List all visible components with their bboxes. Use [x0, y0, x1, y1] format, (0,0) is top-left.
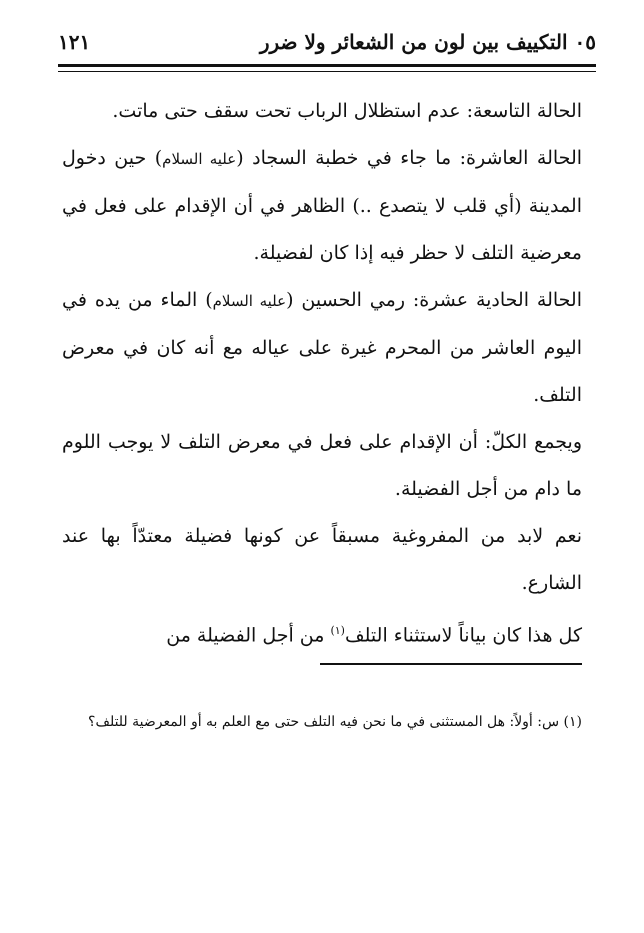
header-rule-thin — [58, 71, 596, 72]
header-rule-thick — [58, 64, 596, 67]
paragraph-exception — [62, 607, 582, 659]
paragraph-text-start: الحالة العاشرة: ما جاء في خطبة السجاد ( — [236, 147, 583, 169]
paragraph-text: نعم لابد من المفروغية مسبقاً عن كونها فضيلة معتدّاً بها عند الشارع. — [62, 525, 582, 594]
page-number: ١٢١ — [58, 30, 91, 54]
paragraph-text-end: ) الماء من يده في اليوم العاشر من المحرم غيرة على عياله مع أنه كان في معرض التلف. — [62, 289, 582, 406]
paragraph-case-9 — [62, 88, 582, 135]
paragraph-text-end: من أجل الفضيلة من — [166, 624, 331, 647]
paragraph-text: الحالة التاسعة: عدم استظلال الرباب تحت سقف حتى ماتت. — [112, 100, 582, 122]
running-title: ٠٥ التكييف بين لون من الشعائر ولا ضرر — [259, 30, 596, 54]
paragraph-text-start: كل هذا كان بياناً لاستثناء التلف — [344, 624, 582, 647]
footnote-reference[interactable]: (١) — [330, 624, 345, 637]
paragraph-summary — [62, 419, 582, 513]
paragraph-case-10 — [62, 135, 582, 277]
page-header — [58, 30, 596, 66]
paragraph-text: ويجمع الكلّ: أن الإقدام على فعل في معرض التلف لا يوجب اللوم ما دام من أجل الفضيلة. — [62, 431, 582, 500]
footnote-separator — [320, 663, 582, 665]
footnote: (١) س: أولاً: هل المستثنى في ما نحن فيه التلف حتى مع العلم به أو المعرضية للتلف؟ — [88, 714, 582, 730]
honorific-symbol: عليه السلام — [162, 150, 237, 168]
honorific-symbol: عليه السلام — [212, 292, 287, 310]
paragraph-text-end: ) حين دخول المدينة (أي قلب لا يتصدع ..) الظاهر في أن الإقدام على فعل في معرضية التلف لا حظر فيه إذا كان لفضيلة. — [62, 147, 582, 264]
paragraph-case-11 — [62, 277, 582, 419]
body-text — [62, 88, 582, 659]
paragraph-text-start: الحالة الحادية عشرة: رمي الحسين ( — [286, 289, 583, 311]
paragraph-condition — [62, 513, 582, 607]
